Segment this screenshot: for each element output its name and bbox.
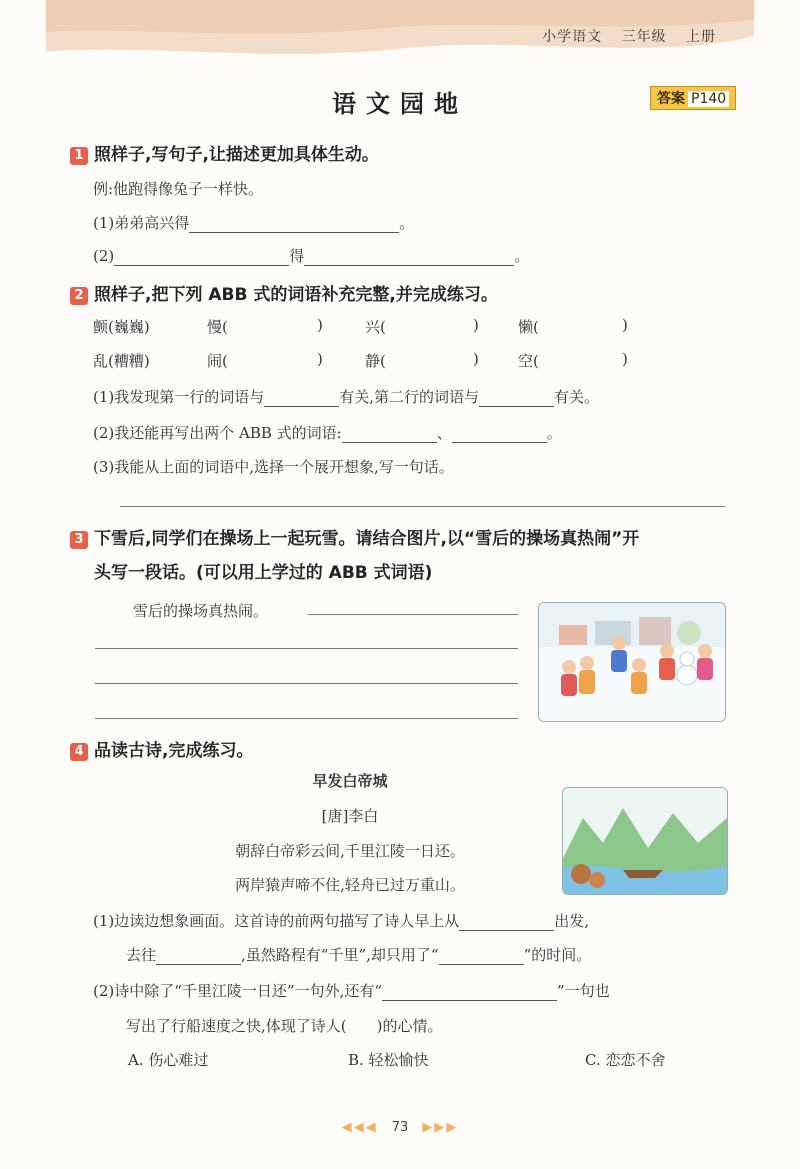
answer-badge[interactable]	[650, 86, 736, 110]
q2-sub1-blank-b[interactable]	[479, 390, 554, 407]
q1-item2-suffix: 。	[514, 247, 530, 265]
q1-prompt	[70, 140, 379, 165]
q2-row1-b-close: )	[317, 316, 323, 334]
q1-item2-blank-b[interactable]	[304, 249, 514, 266]
q4-sub1-line2	[126, 944, 591, 965]
q2-sub1-b: 有关,第二行的词语与	[339, 388, 480, 406]
q4-sub1-line1	[93, 910, 589, 931]
header-grade: 三年级	[621, 29, 667, 45]
q1-item1-suffix: 。	[399, 214, 415, 232]
q2-row2-a: 乱(糟糟)	[93, 352, 150, 370]
q4-sub2-line2	[126, 1015, 442, 1036]
q1-item2-mid: 得	[289, 247, 305, 265]
q2-row1-d-close: )	[622, 316, 628, 334]
header-subject: 小学语文	[542, 29, 603, 45]
q1-item1	[93, 212, 414, 233]
q3-prompt-line2: 头写一段话。(可以用上学过的 ABB 式词语)	[94, 563, 433, 583]
q4-sub2-c: 写出了行船速度之快,体现了诗人(	[126, 1017, 347, 1035]
q1-item1-prefix: (1)弟弟高兴得	[93, 214, 190, 232]
q3-opening: 雪后的操场真热闹。	[133, 602, 269, 620]
q4-sub2-blank-line[interactable]	[382, 984, 557, 1001]
q4-sub1-e: ”的时间。	[523, 946, 592, 964]
q4-sub1-c: 去往	[126, 946, 157, 964]
q2-row2-d: 空(	[518, 352, 539, 370]
q2-prompt-text: 照样子,把下列 ABB 式的词语补充完整,并完成练习。	[94, 285, 498, 305]
poem-title: 早发白帝城	[312, 772, 388, 790]
answer-badge-label: 答案	[657, 91, 685, 107]
q4-prompt	[70, 736, 253, 761]
q1-item2-prefix: (2)	[93, 247, 115, 265]
q2-sub3: (3)我能从上面的词语中,选择一个展开想象,写一句话。	[93, 458, 454, 476]
q1-prompt-text: 照样子,写句子,让描述更加具体生动。	[94, 145, 379, 165]
q2-row1-a: 颤(巍巍)	[93, 318, 150, 336]
page-footer	[0, 1120, 800, 1135]
q1-item2	[93, 245, 529, 266]
q4-option-a[interactable]: A. 伤心难过	[128, 1051, 209, 1069]
q2-sub2	[93, 422, 562, 443]
q2-row2-c: 静(	[365, 352, 386, 370]
q4-number: 4	[70, 743, 88, 761]
q2-sub1-blank-a[interactable]	[264, 390, 339, 407]
q4-sub1-a: (1)边读边想象画面。这首诗的前两句描写了诗人早上从	[93, 912, 460, 930]
q2-row1-c-close: )	[473, 316, 479, 334]
q2-sub1	[93, 386, 599, 407]
q2-row2-d-close: )	[622, 350, 628, 368]
q4-sub2-b: ”一句也	[557, 982, 610, 1000]
q2-number: 2	[70, 287, 88, 305]
q1-item1-blank[interactable]	[189, 216, 399, 233]
q3-answer-line[interactable]	[95, 683, 518, 684]
q2-sub2-b: 、	[436, 424, 452, 442]
poem-author: 李白	[348, 807, 379, 825]
q2-row1-d: 懒(	[518, 318, 539, 336]
q2-row2-c-close: )	[473, 350, 479, 368]
q1-item2-blank-a[interactable]	[114, 249, 289, 266]
q4-sub1-b: 出发,	[554, 912, 590, 930]
q4-option-c[interactable]: C. 恋恋不舍	[585, 1051, 666, 1069]
q3-number: 3	[70, 531, 88, 549]
header-volume: 上册	[686, 29, 716, 45]
q2-sub2-c: 。	[546, 424, 562, 442]
q2-sub1-c: 有关。	[554, 388, 600, 406]
q2-row2-b-close: )	[317, 350, 323, 368]
q4-sub1-d: ,虽然路程有“千里”,却只用了“	[241, 946, 439, 964]
q3-answer-line[interactable]	[308, 614, 518, 615]
q4-sub2-a: (2)诗中除了“千里江陵一日还”一句外,还有“	[93, 982, 383, 1000]
footer-right-arrows: ▶▶▶	[422, 1120, 459, 1135]
q1-example: 例:他跑得像兔子一样快。	[93, 180, 264, 198]
q2-sub2-a: (2)我还能再写出两个 ABB 式的词语:	[93, 424, 342, 442]
q1-number: 1	[70, 147, 88, 165]
poem-dynasty: [唐]	[321, 807, 349, 825]
q2-row2-b: 闹(	[207, 352, 228, 370]
q3-prompt-text-1: 下雪后,同学们在操场上一起玩雪。请结合图片,以“雪后的操场真热闹”开	[94, 529, 640, 549]
q2-sub1-a: (1)我发现第一行的词语与	[93, 388, 265, 406]
page-title: 语文园地	[332, 90, 468, 118]
q4-sub2-line1	[93, 980, 610, 1001]
q3-answer-line[interactable]	[95, 718, 518, 719]
footer-left-arrows: ◀◀◀	[341, 1120, 378, 1135]
header-info	[528, 26, 716, 46]
q3-answer-line[interactable]	[95, 648, 518, 649]
page-number: 73	[391, 1120, 409, 1135]
q2-row1-c: 兴(	[365, 318, 386, 336]
q2-sub3-answer-line[interactable]	[120, 506, 725, 507]
q2-sub2-blank-b[interactable]	[452, 426, 547, 443]
q4-option-b[interactable]: B. 轻松愉快	[348, 1051, 429, 1069]
q2-prompt	[70, 280, 498, 305]
q3-prompt-line1	[70, 524, 639, 549]
q4-sub1-blank-time[interactable]	[439, 948, 524, 965]
q4-sub1-blank-from[interactable]	[459, 914, 554, 931]
snow-playground-illustration	[538, 602, 726, 722]
q2-sub2-blank-a[interactable]	[342, 426, 437, 443]
poem-line-2: 两岸猿声啼不住,轻舟已过万重山。	[235, 876, 465, 894]
q4-prompt-text: 品读古诗,完成练习。	[94, 741, 254, 761]
q4-sub1-blank-to[interactable]	[156, 948, 241, 965]
q2-row1-b: 慢(	[207, 318, 228, 336]
poem-line-1: 朝辞白帝彩云间,千里江陵一日还。	[235, 842, 465, 860]
q4-sub2-d: )的心情。	[376, 1017, 443, 1035]
answer-badge-page: P140	[688, 91, 729, 107]
poem-illustration	[562, 787, 728, 895]
